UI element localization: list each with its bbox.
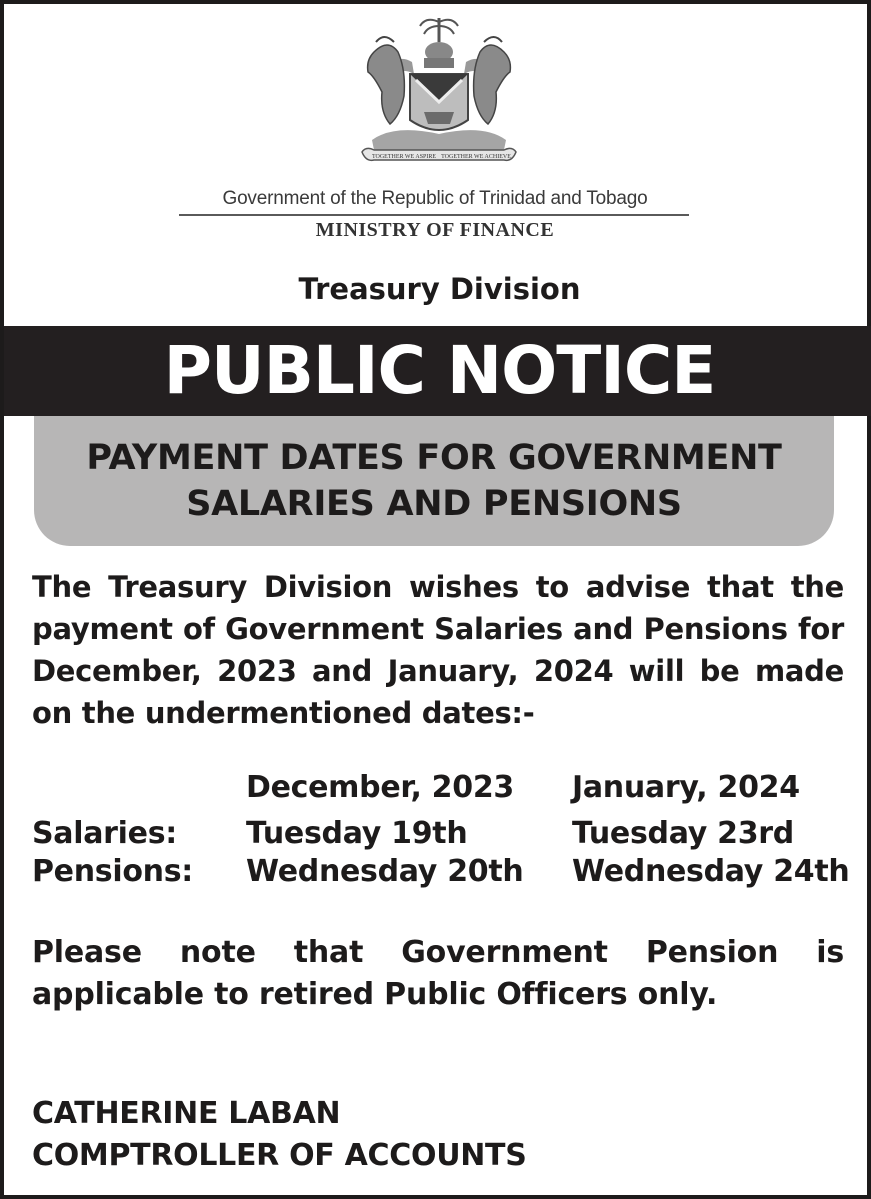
banner-title: PUBLIC NOTICE	[163, 332, 716, 409]
signatory-name: CATHERINE LABAN	[32, 1096, 341, 1131]
notice-paragraph: The Treasury Division wishes to advise that the payment of Government Salaries and Pensions for December, 2023 and January, 2024 will be made on the undermentioned dates:-	[32, 570, 844, 730]
column-header-january: January, 2024	[572, 770, 800, 805]
subheading-line-1: PAYMENT DATES FOR GOVERNMENT	[86, 438, 782, 478]
pensions-january-date: Wednesday 24th	[572, 854, 850, 889]
row-label-salaries: Salaries:	[32, 816, 177, 851]
pensions-december-date: Wednesday 20th	[246, 854, 524, 889]
public-notice-banner	[4, 326, 871, 416]
coat-of-arms-icon	[354, 12, 524, 172]
row-label-pensions: Pensions:	[32, 854, 193, 889]
motto-right: TOGETHER WE ACHIEVE	[441, 154, 511, 160]
motto-left: TOGETHER WE ASPIRE	[371, 154, 437, 160]
division-name: Treasury Division	[298, 272, 581, 306]
column-header-december: December, 2023	[246, 770, 514, 805]
divider	[179, 214, 689, 216]
ministry-name: MINISTRY OF FINANCE	[315, 219, 555, 241]
pension-note: Please note that Government Pension is applicable to retired Public Officers only.	[32, 935, 844, 1012]
salaries-december-date: Tuesday 19th	[246, 816, 468, 851]
salaries-january-date: Tuesday 23rd	[572, 816, 794, 851]
government-name: Government of the Republic of Trinidad and Tobago	[222, 188, 648, 209]
signatory-title: COMPTROLLER OF ACCOUNTS	[32, 1138, 527, 1173]
subheading-line-2: SALARIES AND PENSIONS	[186, 484, 682, 524]
notice-subheading	[34, 416, 834, 546]
